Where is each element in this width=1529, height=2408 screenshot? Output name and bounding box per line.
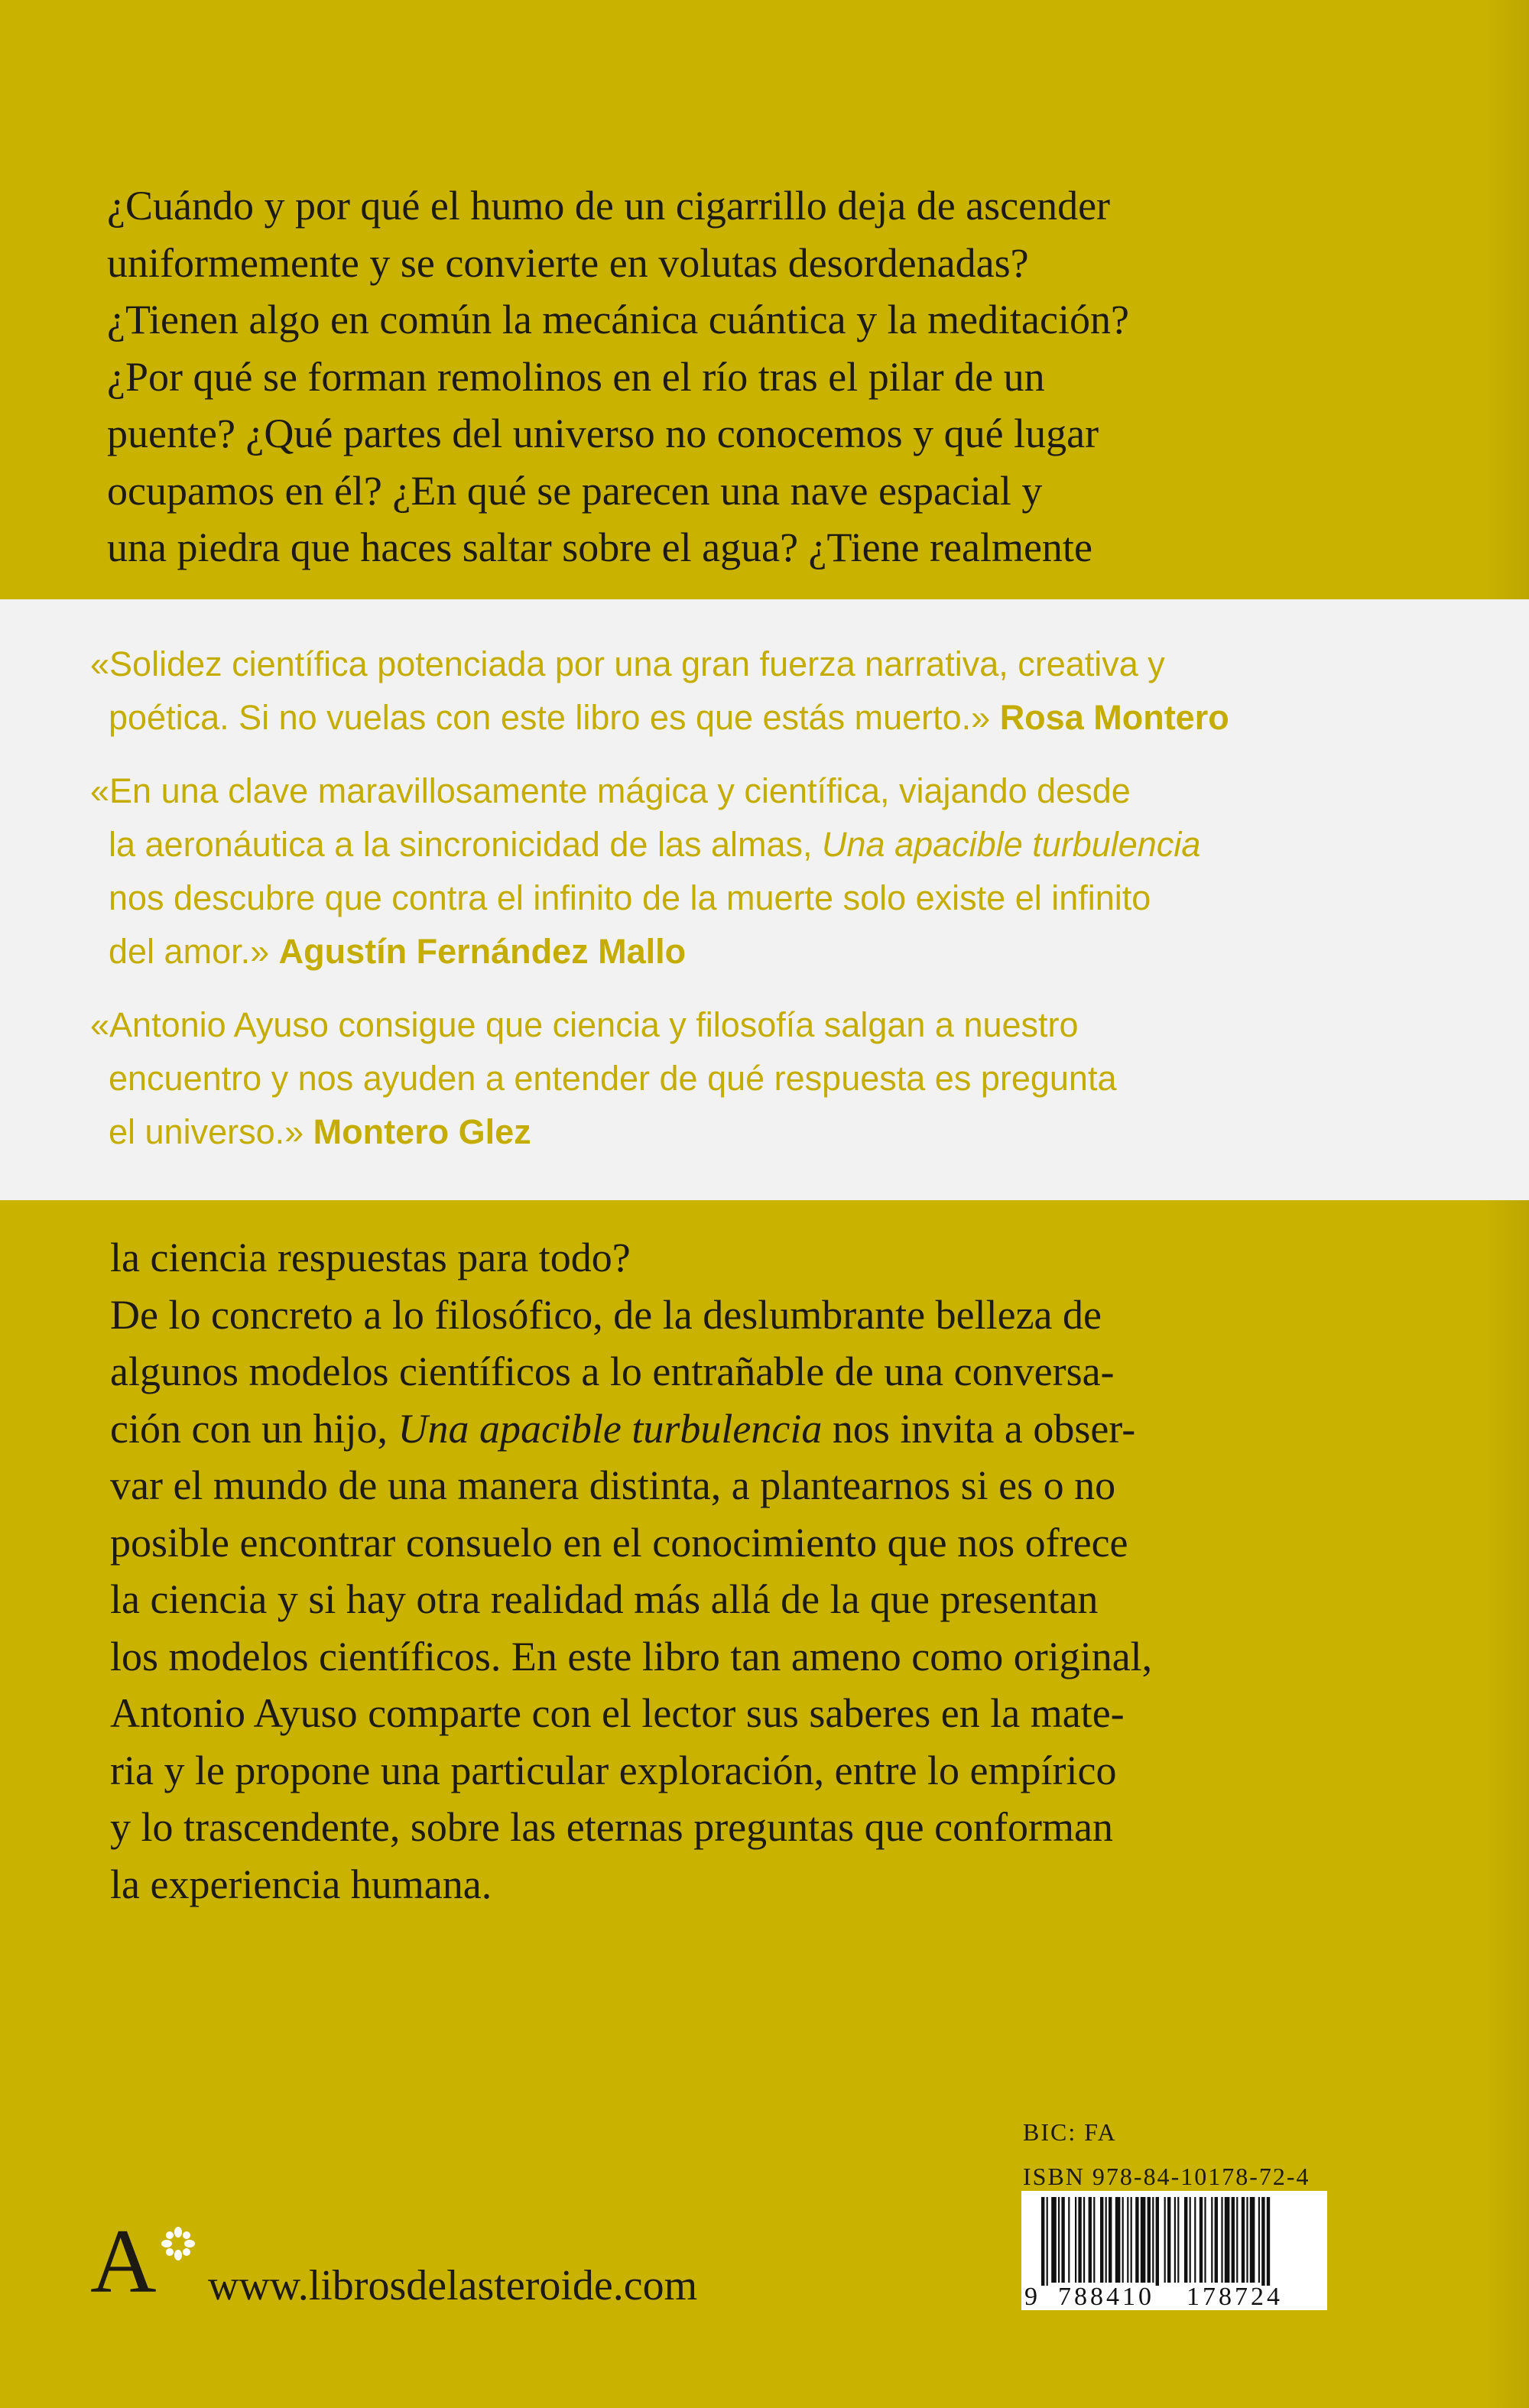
barcode-bar — [1174, 2197, 1176, 2283]
barcode-group-right: 178724 — [1187, 2283, 1283, 2311]
barcode-bar — [1204, 2197, 1206, 2283]
barcode-bar — [1211, 2197, 1212, 2283]
blurb-top-line: puente? ¿Qué partes del universo no conocemos y qué lugar — [107, 411, 1099, 456]
quote-text: poética. Si no vuelas con este libro es que estás muerto.» — [109, 698, 991, 737]
isbn-code: ISBN 978-84-10178-72-4 — [1023, 2163, 1310, 2190]
quote-line — [90, 925, 1405, 978]
barcode-bar — [1261, 2197, 1264, 2286]
blurb-bottom — [110, 1229, 1349, 1913]
quote-text: el universo.» — [109, 1112, 304, 1151]
barcode-bar — [1041, 2197, 1044, 2286]
blurb-top-line: ocupamos en él? ¿En qué se parecen una nave espacial y — [107, 467, 1043, 514]
blurb-top-line: una piedra que haces saltar sobre el agua? ¿Tiene realmente — [107, 524, 1092, 570]
barcode-bar — [1068, 2197, 1070, 2283]
blurb-bottom-line: y lo trascendente, sobre las eternas preguntas que conforman — [110, 1804, 1114, 1850]
quote-text: del amor.» — [109, 932, 270, 971]
barcode-bar — [1093, 2197, 1095, 2283]
barcode-bar — [1051, 2197, 1057, 2283]
blurb-bottom-line: Antonio Ayuso comparte con el lector sus saberes en la mate- — [110, 1690, 1125, 1736]
blurb-bottom-line: los modelos científicos. En este libro tan ameno como original, — [110, 1633, 1153, 1679]
quote-line — [90, 818, 1405, 871]
barcode-bar — [1075, 2197, 1076, 2283]
barcode-bar — [1127, 2197, 1128, 2283]
barcode-bar — [1148, 2197, 1151, 2283]
blurb-bottom-line: la ciencia y si hay otra realidad más allá de la que presentan — [110, 1576, 1099, 1622]
quote-text: la aeronáutica a la sincronicidad de las almas, — [109, 825, 823, 864]
quote-line: «En una clave maravillosamente mágica y científica, viajando desde — [90, 771, 1131, 810]
barcode-bar — [1058, 2197, 1060, 2283]
barcode-bar — [1135, 2197, 1138, 2283]
barcode-bar — [1215, 2197, 1218, 2283]
barcode-bar — [1061, 2197, 1064, 2283]
quote-line: nos descubre que contra el infinito de la muerte solo existe el infinito — [109, 878, 1151, 917]
barcode-bar — [1115, 2197, 1121, 2283]
publisher-website: www.librosdelasteroide.com — [208, 2262, 698, 2309]
quote-montero-glez — [90, 998, 1405, 1159]
barcode-bar — [1232, 2197, 1235, 2283]
barcode-bar — [1258, 2197, 1260, 2283]
quote-fernandez-mallo — [90, 764, 1405, 978]
barcode-bar — [1177, 2197, 1179, 2283]
barcode-lead-digit: 9 — [1024, 2283, 1037, 2311]
quote-rosa-montero — [90, 638, 1405, 745]
barcode-bar — [1083, 2197, 1085, 2283]
blurb-top-line: ¿Tienen algo en común la mecánica cuántica y la meditación? — [107, 297, 1129, 342]
barcode-bar — [1105, 2197, 1107, 2283]
quote-line: «Antonio Ayuso consigue que ciencia y filosofía salgan a nuestro — [90, 1005, 1079, 1044]
book-title: Una apacible turbulencia — [822, 825, 1201, 864]
asterisk-icon — [161, 2226, 196, 2261]
blurb-bottom-line: posible encontrar consuelo en el conocimiento que nos ofrece — [110, 1519, 1128, 1566]
quote-author: Agustín Fernández Mallo — [278, 932, 687, 971]
barcode-bar — [1267, 2197, 1270, 2286]
barcode-bars — [1021, 2191, 1327, 2286]
blurb-top-line: uniformemente y se convierte en volutas desordenadas? — [107, 239, 1029, 286]
barcode-bar — [1141, 2197, 1146, 2283]
barcode-bar — [1047, 2197, 1048, 2286]
blurb-top — [107, 177, 1346, 576]
quote-line: encuentro y nos ayuden a entender de qué respuesta es pregunta — [109, 1059, 1117, 1098]
quote-line: «Solidez científica potenciada por una gran fuerza narrativa, creativa y — [90, 644, 1165, 683]
isbn-barcode — [1021, 2191, 1327, 2310]
blurb-bottom-line: algunos modelos científicos a lo entrañable de una conversa- — [110, 1348, 1115, 1394]
barcode-bar — [1089, 2197, 1092, 2283]
barcode-bar — [1167, 2197, 1170, 2283]
blurb-bottom-line: De lo concreto a lo filosófico, de la deslumbrante belleza de — [110, 1291, 1102, 1338]
barcode-bar — [1250, 2197, 1255, 2283]
spine-shadow — [1483, 0, 1529, 2408]
barcode-bar — [1242, 2197, 1245, 2283]
barcode-bar — [1246, 2197, 1248, 2283]
barcode-bar — [1156, 2197, 1159, 2286]
barcode-bar — [1152, 2197, 1154, 2283]
blurb-text: nos invita a obser- — [822, 1405, 1136, 1452]
barcode-bar — [1131, 2197, 1132, 2283]
quote-author: Montero Glez — [313, 1112, 531, 1151]
barcode-bar — [1225, 2197, 1230, 2283]
blurb-bottom-line: la experiencia humana. — [110, 1861, 492, 1907]
barcode-bar — [1100, 2197, 1103, 2283]
blurb-bottom-line — [110, 1400, 1349, 1458]
blurb-bottom-line: ria y le propone una particular exploración, entre lo empírico — [110, 1747, 1117, 1793]
barcode-bar — [1122, 2197, 1124, 2283]
barcode-group-left: 788410 — [1058, 2283, 1154, 2311]
quote-line — [90, 691, 1405, 745]
bic-code: BIC: FA — [1023, 2118, 1117, 2146]
barcode-bar — [1078, 2197, 1081, 2283]
barcode-bar — [1194, 2197, 1196, 2283]
quote-author: Rosa Montero — [999, 698, 1229, 737]
barcode-bar — [1190, 2197, 1191, 2283]
blurb-top-line: ¿Cuándo y por qué el humo de un cigarrillo deja de ascender — [107, 183, 1111, 229]
barcode-bar — [1184, 2197, 1187, 2283]
barcode-bar — [1236, 2197, 1238, 2283]
barcode-bar — [1221, 2197, 1222, 2283]
barcode-bar — [1164, 2197, 1166, 2283]
blurb-bottom-line: var el mundo de una manera distinta, a plantearnos si es o no — [110, 1462, 1116, 1508]
quote-line — [90, 1105, 1405, 1159]
publisher-logo: A — [90, 2210, 157, 2312]
barcode-bar — [1200, 2197, 1203, 2283]
barcode-bar — [1109, 2197, 1112, 2283]
book-codes — [1023, 2110, 1310, 2199]
blurb-top-line: ¿Por qué se forman remolinos en el río tras el pilar de un — [107, 353, 1045, 400]
blurb-text: ción con un hijo, — [110, 1405, 398, 1452]
book-title: Una apacible turbulencia — [398, 1405, 823, 1452]
blurb-bottom-line: la ciencia respuestas para todo? — [110, 1235, 631, 1280]
